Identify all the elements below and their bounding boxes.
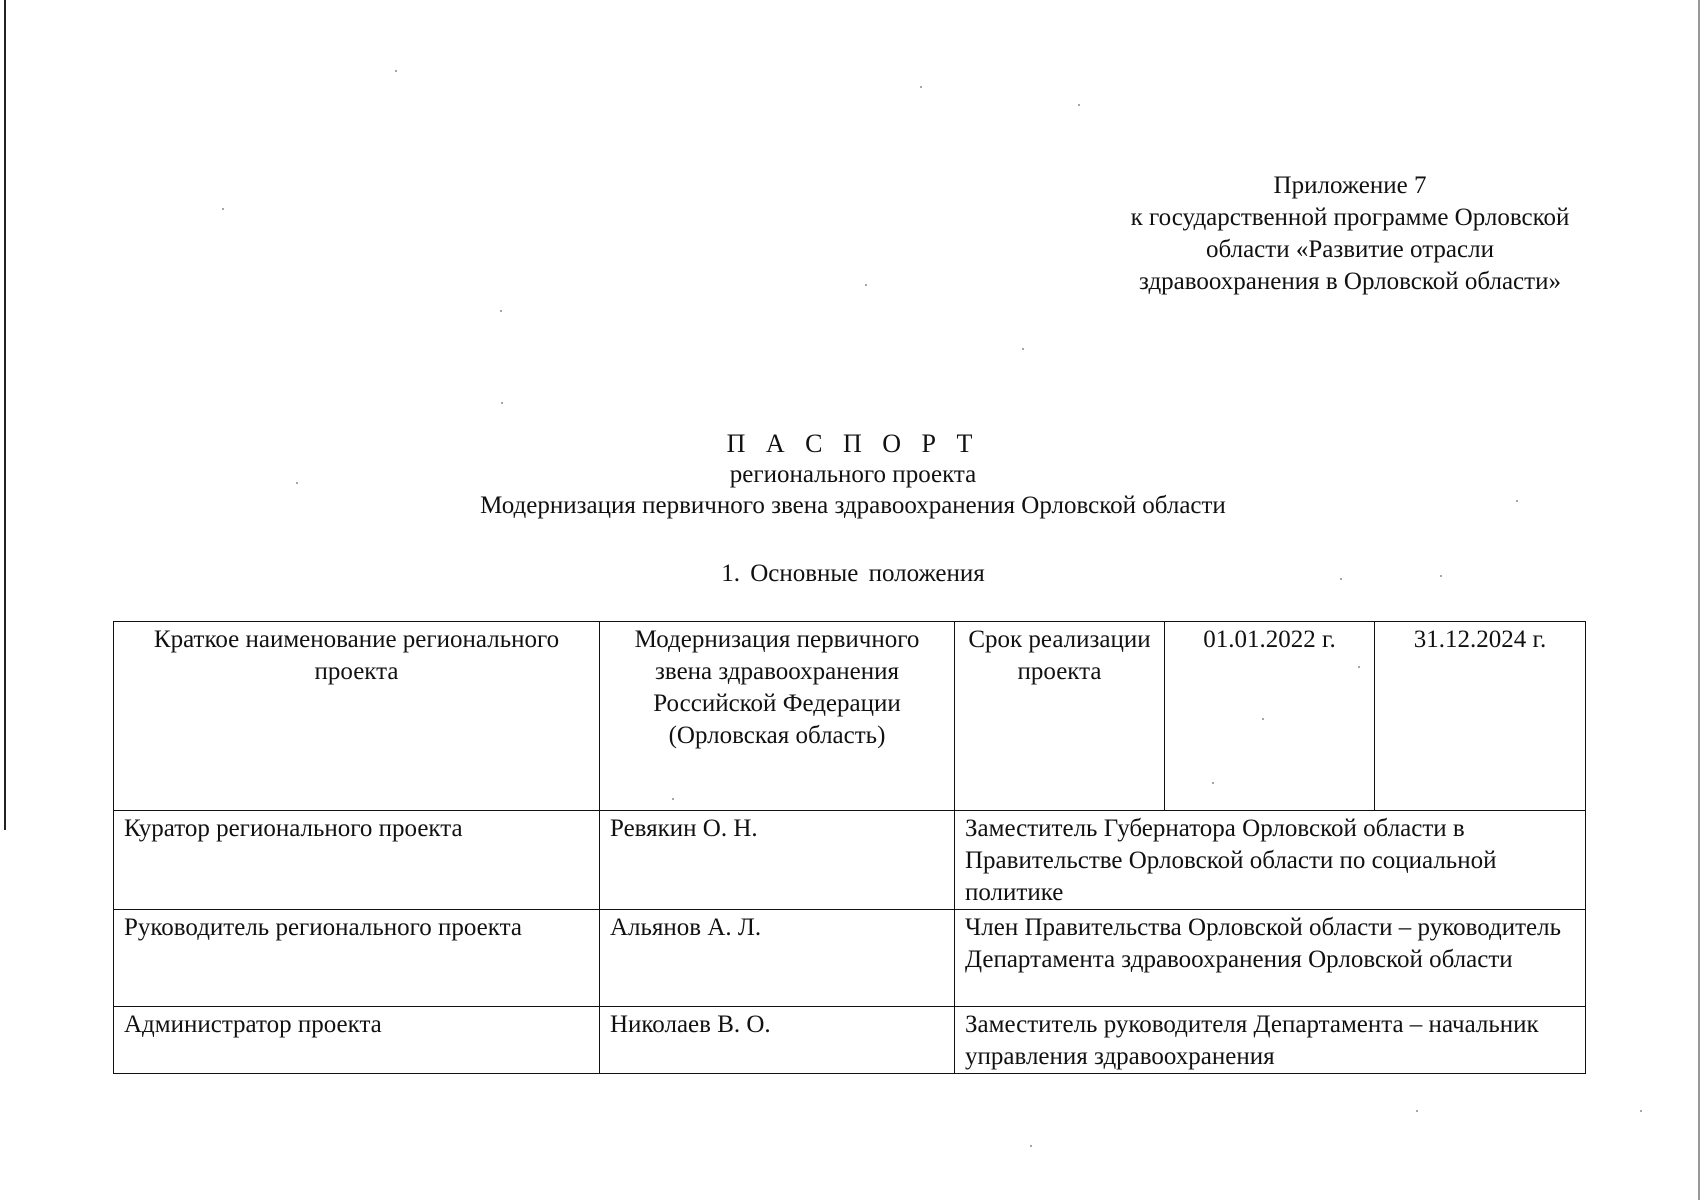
passport-heading: П А С П О Р Т <box>726 429 980 458</box>
appendix-program-line: к государственной программе Орловской <box>1130 204 1570 231</box>
scan-speck <box>395 70 397 72</box>
project-head-label: Руководитель регионального проекта <box>114 910 600 1007</box>
project-head-position: Член Правительства Орловской области – руководитель Департамента здравоохранения Орловской области <box>955 910 1586 1007</box>
scan-speck <box>500 310 502 312</box>
curator-position: Заместитель Губернатора Орловской области в Правительстве Орловской области по социальной политике <box>955 811 1586 910</box>
table-row <box>114 1007 1586 1074</box>
scan-speck <box>1022 348 1024 350</box>
curator-label: Куратор регионального проекта <box>114 811 600 910</box>
administrator-position: Заместитель руководителя Департамента – начальник управления здравоохранения <box>955 1007 1586 1074</box>
scan-edge-right <box>1698 0 1700 1200</box>
administrator-name: Николаев В. О. <box>600 1007 955 1074</box>
project-head-name: Альянов А. Л. <box>600 910 955 1007</box>
implementation-term-label: Срок реализации проекта <box>955 622 1165 811</box>
scan-speck <box>1440 575 1442 577</box>
passport-subtitle: регионального проекта <box>729 461 977 488</box>
administrator-label: Администратор проекта <box>114 1007 600 1074</box>
scan-speck <box>1030 1145 1032 1147</box>
curator-name: Ревякин О. Н. <box>600 811 955 910</box>
scan-speck <box>501 402 503 404</box>
scan-speck <box>1640 1110 1642 1112</box>
project-short-name-label: Краткое наименование регионального проекта <box>114 622 600 811</box>
project-short-name-value: Модернизация первичного звена здравоохранения Российской Федерации (Орловская область) <box>600 622 955 811</box>
passport-table <box>113 621 1586 1074</box>
scan-speck <box>222 208 224 210</box>
appendix-note <box>1050 170 1650 298</box>
section-heading: 1. Основные положения <box>721 560 985 587</box>
appendix-program-line: области «Развитие отрасли <box>1206 236 1494 263</box>
appendix-number: Приложение 7 <box>1273 172 1427 199</box>
scan-speck <box>296 482 298 484</box>
scan-edge-left <box>4 0 6 830</box>
table-row <box>114 622 1586 811</box>
table-row <box>114 910 1586 1007</box>
appendix-program-line: здравоохранения в Орловской области» <box>1139 268 1561 295</box>
scan-speck <box>865 284 867 286</box>
table-row <box>114 811 1586 910</box>
scan-speck <box>1516 500 1518 502</box>
scan-speck <box>1078 104 1080 106</box>
start-date: 01.01.2022 г. <box>1165 622 1375 811</box>
end-date: 31.12.2024 г. <box>1375 622 1586 811</box>
document-title <box>300 428 1406 521</box>
project-name: Модернизация первичного звена здравоохранения Орловской области <box>480 492 1226 519</box>
scan-speck <box>920 86 922 88</box>
scan-speck <box>1416 1110 1418 1112</box>
